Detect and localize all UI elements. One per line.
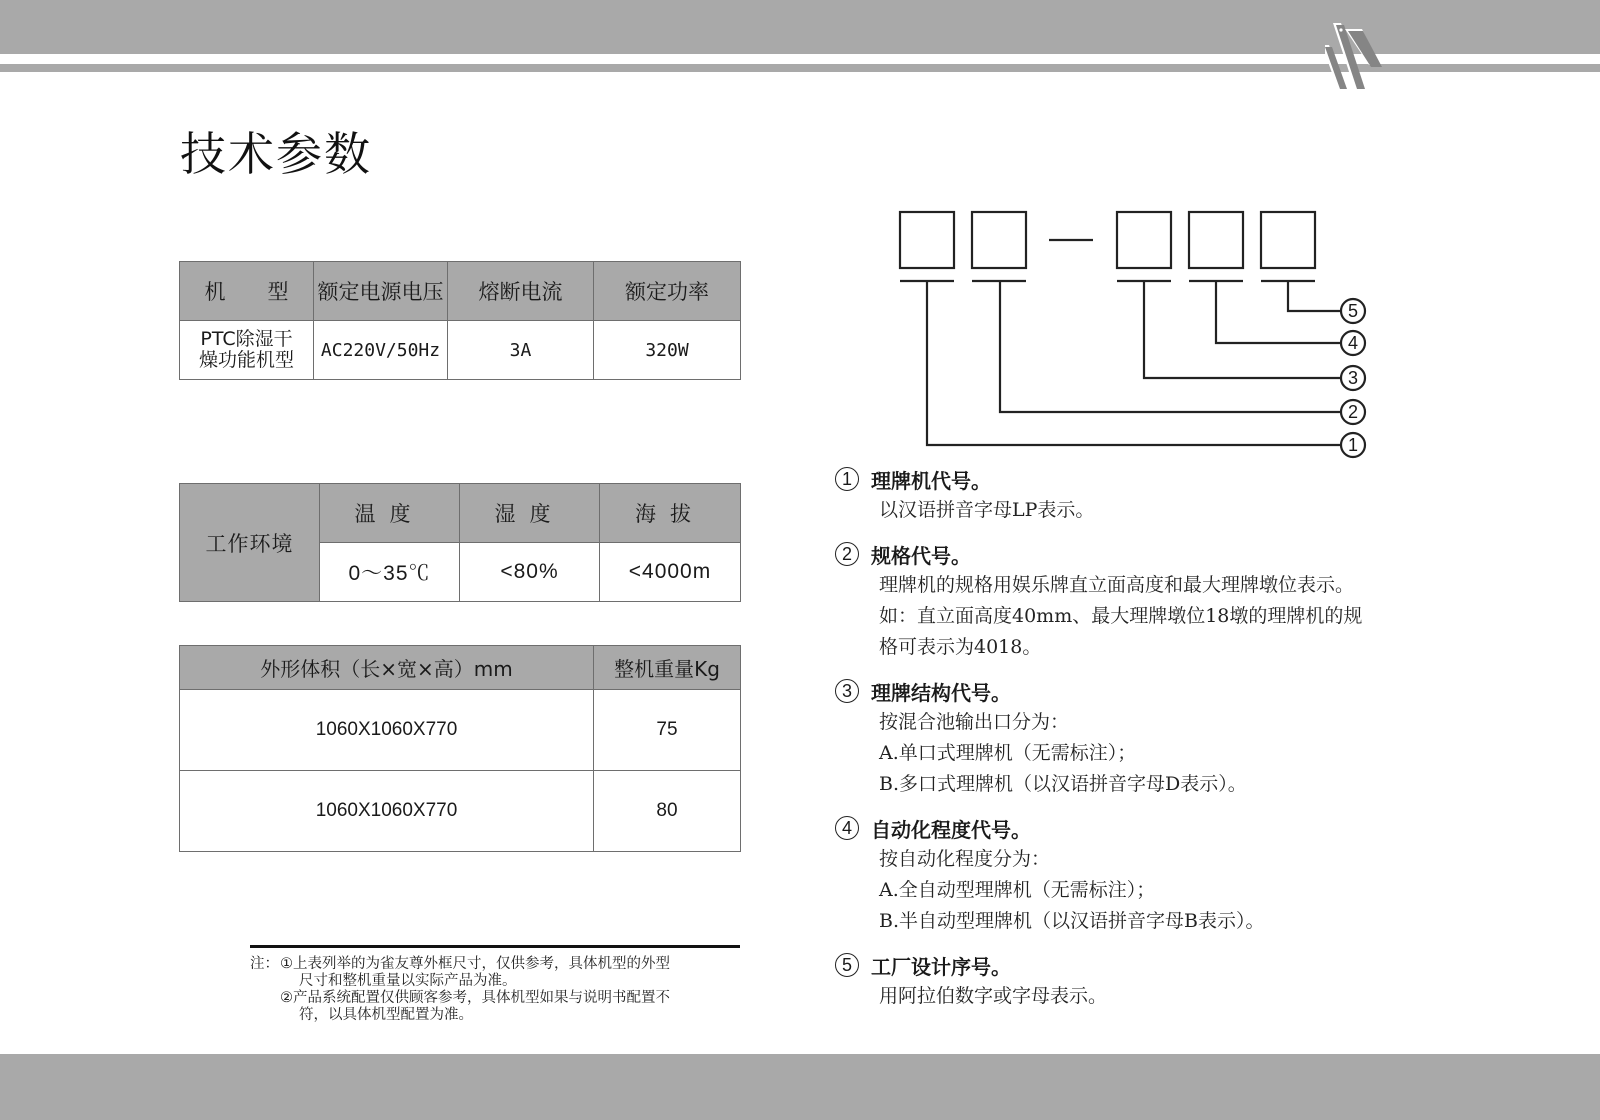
header-dimensions: 外形体积（长×宽×高）mm bbox=[180, 646, 594, 690]
code-legend bbox=[835, 463, 1435, 1024]
row-label-environment: 工作环境 bbox=[180, 484, 320, 602]
header-altitude: 海拔 bbox=[600, 484, 741, 543]
table-row bbox=[180, 771, 741, 852]
note-text: ②产品系统配置仅供顾客参考，具体机型如果与说明书配置不 bbox=[280, 990, 670, 1006]
number-circle: 2 bbox=[835, 542, 859, 566]
legend-line: 按混合池输出口分为： bbox=[879, 711, 1070, 733]
note-item bbox=[250, 990, 750, 1007]
header-humidity: 湿度 bbox=[460, 484, 600, 543]
table-row bbox=[180, 321, 741, 380]
header-temperature: 温度 bbox=[320, 484, 460, 543]
table-header-row bbox=[180, 646, 741, 690]
legend-line: 格可表示为4018。 bbox=[879, 636, 1042, 658]
number-circle: 4 bbox=[835, 816, 859, 840]
table-header-row bbox=[180, 484, 741, 543]
code-box-2 bbox=[972, 212, 1026, 268]
dimensions-table bbox=[179, 645, 741, 852]
cell-temperature: 0～35℃ bbox=[320, 543, 460, 602]
header-weight: 整机重量Kg bbox=[594, 646, 741, 690]
table-row bbox=[180, 690, 741, 771]
legend-item-4 bbox=[835, 812, 1435, 937]
legend-line: 用阿拉伯数字或字母表示。 bbox=[879, 985, 1108, 1007]
code-box-3 bbox=[1117, 212, 1171, 268]
cell-humidity: <80% bbox=[460, 543, 600, 602]
note-text-continued: 符，以具体机型配置为准。 bbox=[299, 1007, 473, 1023]
table-header-row bbox=[180, 262, 741, 321]
note-text: ①上表列举的为雀友尊外框尺寸，仅供参考，具体机型的外型 bbox=[280, 956, 670, 972]
cell-dimensions: 1060X1060X770 bbox=[180, 690, 594, 771]
header-voltage: 额定电源电压 bbox=[314, 262, 448, 321]
model-line-1: PTC除湿干 bbox=[200, 328, 293, 350]
number-circle: 3 bbox=[835, 679, 859, 703]
legend-title: 规格代号。 bbox=[871, 543, 971, 568]
page-title: 技术参数 bbox=[180, 127, 372, 181]
legend-line: 理牌机的规格用娱乐牌直立面高度和最大理牌墩位表示。 bbox=[879, 574, 1355, 596]
legend-line: B.多口式理牌机（以汉语拼音字母D表示）。 bbox=[879, 773, 1247, 795]
stripes-logo-icon bbox=[1325, 20, 1415, 90]
cell-model bbox=[180, 321, 314, 380]
marker-3: 3 bbox=[1347, 368, 1358, 388]
legend-item-5 bbox=[835, 949, 1435, 1012]
model-line-2: 燥功能机型 bbox=[198, 349, 294, 371]
legend-line: A.全自动型理牌机（无需标注）； bbox=[879, 879, 1156, 901]
cell-rated-power: 320W bbox=[594, 321, 741, 380]
cell-voltage: AC220V/50Hz bbox=[314, 321, 448, 380]
header-fuse-current: 熔断电流 bbox=[448, 262, 594, 321]
legend-line: 如：直立面高度40mm、最大理牌墩位18墩的理牌机的规 bbox=[879, 605, 1363, 627]
marker-2: 2 bbox=[1347, 402, 1358, 422]
legend-line: B.半自动型理牌机（以汉语拼音字母B表示）。 bbox=[879, 910, 1265, 932]
header-rated-power: 额定功率 bbox=[594, 262, 741, 321]
note-text-continued: 尺寸和整机重量以实际产品为准。 bbox=[299, 973, 517, 989]
marker-5: 5 bbox=[1347, 301, 1358, 321]
cell-altitude: <4000m bbox=[600, 543, 741, 602]
marker-4: 4 bbox=[1347, 333, 1358, 353]
footer-band bbox=[0, 1054, 1600, 1120]
legend-title: 工厂设计序号。 bbox=[871, 954, 1011, 979]
code-box-5 bbox=[1261, 212, 1315, 268]
legend-title: 理牌结构代号。 bbox=[871, 680, 1011, 705]
legend-title: 理牌机代号。 bbox=[871, 468, 991, 493]
legend-item-2 bbox=[835, 538, 1435, 663]
legend-item-1 bbox=[835, 463, 1435, 526]
legend-line: A.单口式理牌机（无需标注）； bbox=[879, 742, 1137, 764]
notes-label: 注： bbox=[250, 956, 279, 972]
cell-dimensions: 1060X1060X770 bbox=[180, 771, 594, 852]
legend-item-3 bbox=[835, 675, 1435, 800]
environment-table bbox=[179, 483, 741, 602]
code-box-4 bbox=[1189, 212, 1243, 268]
model-code-diagram bbox=[880, 200, 1380, 470]
legend-line: 以汉语拼音字母LP表示。 bbox=[879, 499, 1095, 521]
notes-divider bbox=[250, 945, 740, 948]
legend-title: 自动化程度代号。 bbox=[871, 817, 1031, 842]
marker-1: 1 bbox=[1347, 435, 1358, 455]
power-spec-table bbox=[179, 261, 741, 380]
note-item bbox=[250, 956, 750, 973]
code-box-1 bbox=[900, 212, 954, 268]
header-model: 机 型 bbox=[180, 262, 314, 321]
cell-fuse-current: 3A bbox=[448, 321, 594, 380]
notes bbox=[250, 956, 750, 1024]
number-circle: 1 bbox=[835, 467, 859, 491]
number-circle: 5 bbox=[835, 953, 859, 977]
cell-weight: 80 bbox=[594, 771, 741, 852]
cell-weight: 75 bbox=[594, 690, 741, 771]
legend-line: 按自动化程度分为： bbox=[879, 848, 1051, 870]
